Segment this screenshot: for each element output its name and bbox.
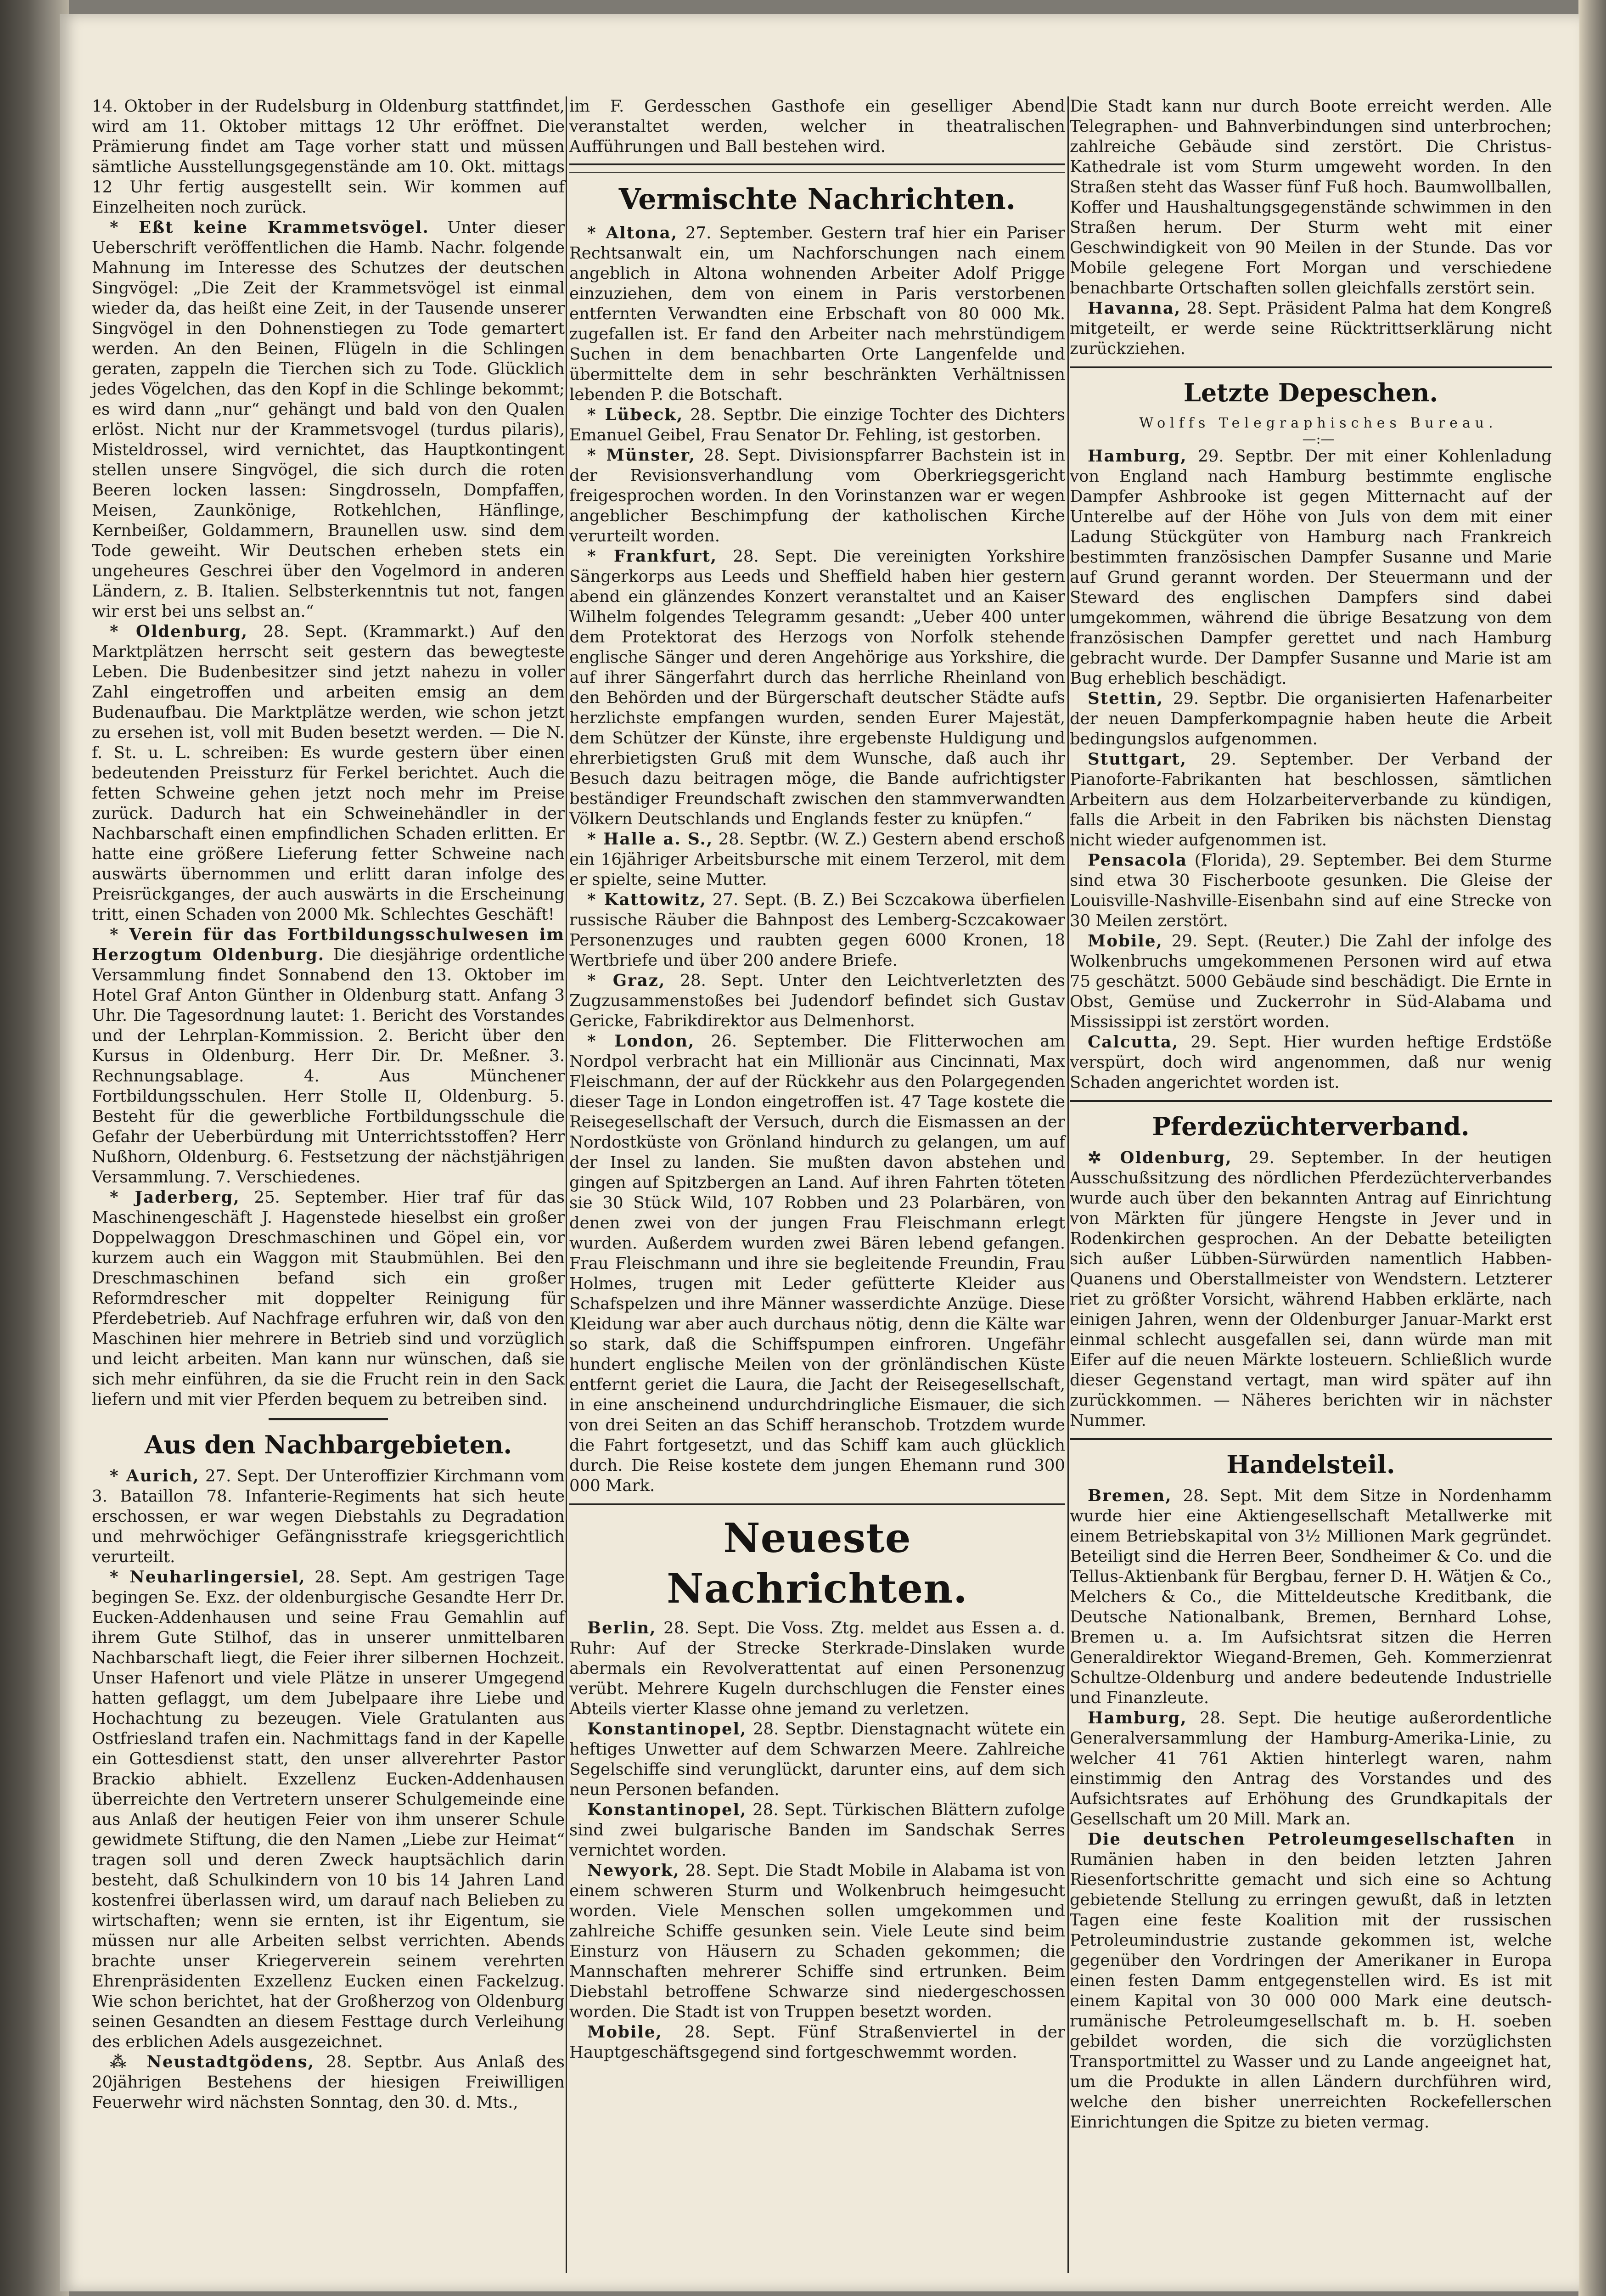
article bbox=[92, 1567, 565, 2052]
section-divider bbox=[1070, 1438, 1552, 1440]
article-dateline: * Münster, bbox=[587, 446, 696, 465]
section-divider bbox=[569, 163, 1065, 173]
article bbox=[1070, 1032, 1552, 1093]
article-text: 27. Sept. (B. Z.) Bei Sczcakowa überfielen russische Räuber die Bahnpost des Lemberg-Sczcakowaer Personenzuges und raubten gegen 6000 Kronen, 18 Wertbriefe und über 200 andere Briefe. bbox=[569, 890, 1065, 970]
section-divider bbox=[269, 1418, 388, 1420]
article-text: 28. Sept. Die Voss. Ztg. meldet aus Essen a. d. Ruhr: Auf der Strecke Sterkrade-Dinslaken wurde abermals ein Revolverattentat auf einen Personenzug verübt. Mehrere Kugeln durchschlugen die Fenster eines Abteils vierter Klasse ohne jemand zu verletzen. bbox=[569, 1619, 1065, 1718]
article-dateline: * Altona, bbox=[587, 224, 678, 242]
article-dateline: Berlin, bbox=[587, 1619, 657, 1638]
article bbox=[1070, 1148, 1552, 1431]
article-text: 28. Sept. Präsident Palma hat dem Kongreß mitgeteilt, er werde seine Rücktrittserklärung nicht zurückziehen. bbox=[1070, 299, 1552, 358]
article bbox=[569, 1861, 1065, 2022]
article-text: 29. September. Der Verband der Pianoforte-Fabrikanten hat beschlossen, sämtlichen Arbeitern aus dem Holzarbeiterverbande zu kündigen, falls die Arbeit in den Fabriken bis nächsten Dienstag nicht wieder aufgenommen ist. bbox=[1070, 750, 1552, 850]
article bbox=[569, 546, 1065, 829]
article-dateline: * Oldenburg, bbox=[110, 622, 248, 641]
article-dateline: Stettin, bbox=[1088, 689, 1164, 708]
article-text: in Rumänien haben in den beiden letzten Jahren Riesenfortschritte gemacht und sich eine so Achtung gebietende Stellung zu erringen gewußt, daß in letzten Tagen eine feste Koalition mit der russischen Petroleumindustrie zustande gekommen ist, welche gegenüber den Vordringen der Amerikaner in Europa einen festen Damm entgegenstellen wird. Es ist mit einem Kapital von 30 000 000 Mark eine deutsch-rumänische Petroleumgesellschaft m. b. H. soeben gebildet worden, die sich die vorzüglichsten Transportmittel zu Wasser und zu Lande angeeignet hat, um die Produkte in allen Ländern durchführen wird, welche den bisher unerreichten Rockefellerschen Einrichtungen die Spitze zu bieten vermag. bbox=[1070, 1830, 1552, 2132]
article-dateline: Newyork, bbox=[587, 1861, 680, 1880]
article-text: 25. September. Hier traf für das Maschinengeschäft J. Hagenstede hieselbst ein großer Doppelwaggon Dreschmaschinen und Göpel ein, vor kurzem auch ein Waggon mit Staubmühlen. Bei den Dreschmaschinen befand sich ein großer Reformdrescher mit doppelter Reinigung für Pferdebetrieb. Auf Nachfrage erfuhren wir, daß von den Maschinen hier mehrere in Betrieb sind und vorzüglich und leicht arbeiten. Man kann nur wünschen, daß sie sich mehr einführen, da sie die Frucht rein in den Sack liefern und mit vier Pferden bequem zu betreiben sind. bbox=[92, 1188, 565, 1409]
column-middle bbox=[569, 96, 1065, 2063]
article-text: 27. Sept. Der Unteroffizier Kirchmann vom 3. Bataillon 78. Infanterie-Regiments hat sich heute erschossen, er war wegen Diebstahls zu Degradation und mehrwöchiger Gefängnisstrafe kriegsgerichtlich verurteilt. bbox=[92, 1467, 565, 1566]
article-text: 28. Sept. Die vereinigten Yorkshire Sängerkorps aus Leeds und Sheffield haben hier gestern abend ein glänzendes Konzert veranstaltet und an Kaiser Wilhelm folgendes Telegramm gesandt: „Ueber 400 unter dem Protektorat des Herzogs von Norfolk stehende englische Sänger und deren Angehörige aus Yorkshire, die auf ihrer Sängerfahrt durch das herrliche Rheinland von den Behörden und der Bürgerschaft deutscher Städte aufs herzlichste empfangen wurden, senden Eurer Majestät, dem Schützer der Künste, ihre ergebenste Huldigung und ehrerbietigsten Gruß mit dem Wunsche, daß auch ihr Besuch dazu beitragen möge, die Bande aufrichtigster beständiger Freundschaft zwischen den stammverwandten Völkern Deutschlands und Englands fester zu knüpfen.“ bbox=[569, 547, 1065, 828]
section-heading: Pferdezüchterverband. bbox=[1152, 1112, 1470, 1141]
article-text: 28. Sept. Fünf Straßenviertel in der Hauptgeschäftsgegend sind fortgeschwemmt worden. bbox=[569, 2023, 1065, 2062]
article-text: 29. Septbr. Der mit einer Kohlenladung von England nach Hamburg bestimmte englische Dampfer Ashbrooke ist gegen Mitternacht auf der Unterelbe auf der Höhe von Juls von dem mit einer Ladung Stückgüter von Hamburg nach Frankreich bestimmten französischen Dampfer Susanne und Marie auf Grund gerannt worden. Der Steuermann und der Steward des englischen Dampfers sind dabei umgekommen, während die übrige Besatzung von dem französischen Dampfer gerettet und nach Hamburg gebracht wurde. Der Dampfer Susanne und Marie ist am Bug erheblich beschädigt. bbox=[1070, 447, 1552, 688]
article-dateline: Konstantinopel, bbox=[587, 1801, 747, 1819]
article bbox=[1070, 689, 1552, 749]
article-dateline: * Neuharlingersiel, bbox=[110, 1568, 306, 1587]
article-text: 29. Septbr. Die organisierten Hafenarbeiter der neuen Dampferkompagnie haben heute die Arbeit bedingungslos aufgenommen. bbox=[1070, 689, 1552, 748]
section-heading: Aus den Nachbargebieten. bbox=[144, 1430, 512, 1459]
article-text: 28. Sept. Türkischen Blättern zufolge sind zwei bulgarische Banden im Sandschak Serres vernichtet worden. bbox=[569, 1801, 1065, 1860]
article-text: 28. Sept. Die heutige außerordentliche Generalversammlung der Hamburg-Amerika-Linie, zu welcher 41 761 Aktien hinterlegt waren, nahm einstimmig den Antrag des Vorstandes und des Aufsichtsrates auf Erhöhung des Grundkapitals der Gesellschaft um 20 Mill. Mark an. bbox=[1070, 1709, 1552, 1829]
article-dateline: ✲ Oldenburg, bbox=[1088, 1148, 1232, 1167]
article-dateline: * Graz, bbox=[587, 971, 666, 990]
article bbox=[1070, 931, 1552, 1032]
section-subheading: Wolffs Telegraphisches Bureau. bbox=[1139, 415, 1498, 431]
article bbox=[569, 890, 1065, 971]
article-text: 28. Sept. Unter den Leichtverletzten des Zugzusammenstoßes bei Judendorf befindet sich Gustav Gericke, Fabrikdirektor aus Delmenhorst. bbox=[569, 971, 1065, 1030]
section-subheading-ornament: —:— bbox=[1302, 431, 1335, 447]
article bbox=[1070, 1708, 1552, 1829]
article bbox=[1070, 1486, 1552, 1708]
column-rule bbox=[1067, 96, 1069, 2273]
article bbox=[569, 1800, 1065, 1861]
article-text: 28. Sept. (Krammarkt.) Auf den Marktplätzen herrscht seit gestern das bewegteste Leben. Die Budenbesitzer sind jetzt nahezu in voller Zahl eingetroffen und arbeiten emsig an dem Budenaufbau. Die Marktplätze werden, wie schon jetzt zu ersehen ist, voll mit Buden besetzt werden. — Die N. f. St. u. L. schreiben: Es wurde gestern über einen bedeutenden Preissturz für Ferkel berichtet. Auch die fetten Schweine gehen jetzt noch mehr im Preise zurück. Dadurch hat ein Schweinehändler in der Nachbarschaft einen empfindlichen Schaden erlitten. Er hatte eine größere Lieferung fetter Schweine nach auswärts übernommen und erlitt daran infolge des Preisrückganges, der auch auswärts in die Erscheinung tritt, einen Schaden von 2000 Mk. Schlechtes Geschäft! bbox=[92, 622, 565, 924]
article bbox=[569, 2022, 1065, 2063]
article-dateline: Konstantinopel, bbox=[587, 1720, 747, 1739]
article-text: Die diesjährige ordentliche Versammlung findet Sonnabend den 13. Oktober im Hotel Graf Anton Günther in Oldenburg statt. Anfang 3 Uhr. Die Tagesordnung lautet: 1. Bericht des Vorstandes und der Lehrplan-Kommission. 2. Bericht über den Kursus in Oldenburg. Herr Dir. Dr. Meßner. 3. Rechnungsablage. 4. Aus Münchener Fortbildungsschulen. Herr Stolle II, Oldenburg. 5. Besteht für die gewerbliche Fortbildungsschule die Gefahr der Ueberbürdung mit Unterrichtsstoffen? Herr Nußhorn, Oldenburg. 6. Festsetzung der nächstjährigen Versammlung. 7. Verschiedenes. bbox=[92, 945, 565, 1187]
section-divider bbox=[1070, 1100, 1552, 1102]
article-dateline: Stuttgart, bbox=[1088, 750, 1187, 769]
article-text: 28. Septbr. (W. Z.) Gestern abend erschoß ein 16jähriger Arbeitsbursche mit einem Terzerol, mit dem er spielte, seine Mutter. bbox=[569, 830, 1065, 889]
article-text: 27. September. Gestern traf hier ein Pariser Rechtsanwalt ein, um Nachforschungen nach einem angeblich in Altona wohnenden Arbeiter Adolf Prigge einzuziehen, dem von einem in Paris verstorbenen entfernten Verwandten eine Erbschaft von 80 000 Mk. zugefallen ist. Er fand den Arbeiter nach mehrstündigem Suchen in dem benachbarten Orte Langenfelde und übermittelte dem in sehr beschränkten Verhältnissen lebenden P. die Botschaft. bbox=[569, 224, 1065, 404]
article-dateline: * Lübeck, bbox=[587, 405, 684, 424]
article bbox=[92, 218, 565, 622]
article bbox=[1070, 1829, 1552, 2133]
article-text: 28. Septbr. Dienstagnacht wütete ein heftiges Unwetter auf dem Schwarzen Meere. Zahlreiche Segelschiffe sind verunglückt, darunter eins, auf dem sich neun Personen befanden. bbox=[569, 1720, 1065, 1799]
article-dateline: Bremen, bbox=[1088, 1486, 1172, 1505]
section-heading: Vermischte Nachrichten. bbox=[618, 182, 1016, 216]
article-dateline: * Jaderberg, bbox=[110, 1188, 240, 1207]
article bbox=[569, 1719, 1065, 1800]
section-heading: Handelsteil. bbox=[1226, 1450, 1395, 1479]
article-text: Unter dieser Ueberschrift veröffentlichen die Hamb. Nachr. folgende Mahnung im Interesse des Schutzes der deutschen Singvögel: „Die Zeit der Krammetsvögel ist einmal wieder da, das heißt eine Zeit, in der Tausende unserer Singvögel in den Dohnenstiegen zu Tode gemartert werden. An den Beinen, Flügeln in die Schlingen geraten, zappeln die Tierchen sich zu Tode. Glücklich jedes Vögelchen, das den Kopf in die Schlinge bekommt; es wird dann „nur“ gehängt und bald von den Qualen erlöst. Nicht nur der Krammetsvogel (turdus pilaris), Misteldrossel, wird vernichtet, das Hauptkontingent stellen unsere Singvögel, die sich durch die roten Beeren locken lassen: Singdrosseln, Dompfaffen, Meisen, Zaunkönige, Rotkehlchen, Hänflinge, Kernbeißer, Goldammern, Braunellen usw. sind dem Tode geweiht. Wir Deutschen erheben stets ein ungeheures Geschrei über den Vogelmord in anderen Ländern, z. B. Italien. Selbsterkenntnis tut not, fangen wir erst bei uns selbst an.“ bbox=[92, 218, 565, 621]
article-text: im F. Gerdesschen Gasthofe ein geselliger Abend veranstaltet werden, welcher in theatralischen Aufführungen und Ball bestehen wird. bbox=[569, 97, 1065, 156]
article bbox=[92, 925, 565, 1187]
article bbox=[92, 2052, 565, 2113]
article-dateline: Hamburg, bbox=[1088, 1709, 1187, 1728]
article bbox=[569, 223, 1065, 405]
article bbox=[92, 622, 565, 925]
section-heading: Letzte Depeschen. bbox=[1183, 378, 1438, 407]
column-left bbox=[92, 96, 565, 2113]
column-right bbox=[1070, 96, 1552, 2133]
book-binding bbox=[0, 0, 69, 2296]
article-dateline: * Verein für das Fortbildungsschulwesen im Herzogtum Oldenburg. bbox=[92, 925, 565, 964]
article-dateline: * Frankfurt, bbox=[587, 547, 718, 566]
article-text: 29. Sept. (Reuter.) Die Zahl der infolge des Wolkenbruchs umgekommenen Personen wird auf etwa 75 geschätzt. 5000 Gebäude sind beschädigt. Die Ernte in Obst, Gemüse und Zuckerrohr in Süd-Alabama und Mississippi ist zerstört worden. bbox=[1070, 932, 1552, 1031]
article-dateline: * Halle a. S., bbox=[587, 830, 713, 849]
article-dateline: Hamburg, bbox=[1088, 447, 1187, 466]
article-dateline: * Kattowitz, bbox=[587, 890, 707, 909]
section-divider bbox=[1070, 366, 1552, 368]
article-text: 29. Sept. Hier wurden heftige Erdstöße verspürt, doch wird angenommen, daß nur wenig Schaden angerichtet worden ist. bbox=[1070, 1033, 1552, 1092]
article bbox=[569, 445, 1065, 546]
article-text: Die Stadt kann nur durch Boote erreicht werden. Alle Telegraphen- und Bahnverbindungen sind unterbrochen; zahlreiche Gebäude sind zerstört. Die Christus-Kathedrale ist vom Sturm umgeweht worden. In den Straßen steht das Wasser fünf Fuß hoch. Baumwollballen, Koffer und Haushaltungsgegenstände schwimmen in den Straßen herum. Der Sturm weht mit einer Geschwindigkeit von 90 Meilen in der Stunde. Das vor Mobile gelegene Fort Morgan und verschiedene benachbarte Ortschaften sollen gleichfalls zerstört sein. bbox=[1070, 97, 1552, 298]
article bbox=[1070, 298, 1552, 359]
article-dateline: Havanna, bbox=[1088, 299, 1181, 318]
article bbox=[1070, 446, 1552, 689]
article-dateline: * London, bbox=[587, 1032, 695, 1051]
article bbox=[569, 1031, 1065, 1496]
article-text: 28. Sept. Divisionspfarrer Bachstein ist in der Revisionsverhandlung vom Oberkriegsgericht freigesprochen worden. In den Vorinstanzen war er wegen angeblicher Beschimpfung der katholischen Kirche verurteilt worden. bbox=[569, 446, 1065, 546]
column-rule bbox=[566, 96, 567, 2273]
article-text: (Florida), 29. September. Bei dem Sturme sind etwa 30 Fischerboote gesunken. Die Gleise der Louisville-Nashville-Eisenbahn sind auf eine Strecke von 30 Meilen zerstört. bbox=[1070, 851, 1552, 930]
article-dateline: Pensacola bbox=[1088, 851, 1187, 870]
article-dateline: Calcutta, bbox=[1088, 1033, 1179, 1052]
page-edge bbox=[1578, 0, 1606, 2296]
article bbox=[569, 971, 1065, 1031]
article-text: 28. Septbr. Aus Anlaß des 20jährigen Bestehens der hiesigen Freiwilligen Feuerwehr wird nächsten Sonntag, den 30. d. Mts., bbox=[92, 2053, 565, 2112]
article-dateline: ⁂ Neustadtgödens, bbox=[110, 2053, 314, 2071]
section-heading: Neueste Nachrichten. bbox=[667, 1514, 968, 1612]
article bbox=[92, 1187, 565, 1410]
section-divider bbox=[569, 1503, 1065, 1505]
article-text: 26. September. Die Flitterwochen am Nordpol verbracht hat ein Millionär aus Cincinnati, Max Fleischmann, der auf der Rückkehr aus den Polargegenden dieser Tage in London eingetroffen ist. 47 Tage kostete die Reisegesellschaft der Versuch, durch die Eismassen an der Nordostküste von Grönland hindurch zu gelangen, um auf der Insel zu landen. Sie mußten davon abstehen und gingen auf Spitzbergen an Land. Auf ihren Fahrten töteten sie 30 Stück Wild, 107 Robben und 23 Polarbären, von denen zwei von der jungen Frau Fleischmann erlegt wurden. Außerdem wurden zwei Bären lebend gefangen. Frau Fleischmann und ihre sie begleitende Freundin, Frau Holmes, trugen mit Leder gefütterte Kleider aus Schafspelzen und ihre Männer wasserdichte Anzüge. Diese Kleidung war aber auch durchaus nötig, denn die Kälte war so stark, daß die Schiffspumpen einfroren. Ungefähr hundert englische Meilen von der grönländischen Küste entfernt geriet die Laura, die Jacht der Reisegesellschaft, in eine anscheinend undurchdringliche Eismauer, die sich von drei Seiten an das Schiff heranschob. Trotzdem wurde die Fahrt fortgesetzt, und das Schiff kam auch glücklich durch. Die Reise kostete dem jungen Ehemann rund 300 000 Mark. bbox=[569, 1032, 1066, 1495]
article-dateline: Mobile, bbox=[587, 2023, 663, 2042]
article bbox=[569, 405, 1065, 445]
article-text: 28. Septbr. Die einzige Tochter des Dichters Emanuel Geibel, Frau Senator Dr. Fehling, ist gestorben. bbox=[569, 405, 1065, 445]
article-text: 14. Oktober in der Rudelsburg in Oldenburg stattfindet, wird am 11. Oktober mittags 12 Uhr eröffnet. Die Prämierung findet am Tage vorher statt und müssen sämtliche Ausstellungsgegenstände am 10. Okt. mittags 12 Uhr fertig ausgestellt sein. Wir kommen auf Einzelheiten noch zurück. bbox=[92, 97, 565, 217]
article-text: 28. Sept. Die Stadt Mobile in Alabama ist von einem schweren Sturm und Wolkenbruch heimgesucht worden. Viele Menschen sollen umgekommen und zahlreiche Schiffe gesunken sein. Viele Leute sind beim Einsturz von Häusern zu Schaden gekommen; die Mannschaften mehrerer Schiffe sind ertrunken. Beim Diebstahl betroffene Schwarze sind niedergeschossen worden. Die Stadt ist von Truppen besetzt worden. bbox=[569, 1861, 1065, 2021]
article-dateline: Mobile, bbox=[1088, 932, 1163, 951]
article bbox=[1070, 749, 1552, 850]
article bbox=[92, 1466, 565, 1567]
article-text: 28. Sept. Mit dem Sitze in Nordenhamm wurde hier eine Aktiengesellschaft Metallwerke mit einem Betriebskapital von 3½ Millionen Mark gegründet. Beteiligt sind die Herren Beer, Sondheimer & Co. und die Tellus-Aktienbank für Bergbau, ferner D. H. Wätjen & Co., Melchers & Co., die Mitteldeutsche Kreditbank, die Deutsche Nationalbank, Bremen, Bernhard Lohse, Bremen u. a. Im Aufsichtsrat sitzen die Herren Generaldirektor Wiegand-Bremen, Geh. Kommerzienrat Schultze-Oldenburg und andere bedeutende Industrielle und Finanzleute. bbox=[1070, 1486, 1552, 1707]
article-text: 28. Sept. Am gestrigen Tage begingen Se. Exz. der oldenburgische Gesandte Herr Dr. Eucken-Addenhausen und seine Frau Gemahlin auf ihrem Gute Stilhof, das in unserer unmittelbaren Nachbarschaft liegt, die Feier ihrer silbernen Hochzeit. Unser Hafenort und viele Plätze in unserer Umgegend hatten geflaggt, um dem Jubelpaare ihre Liebe und Hochachtung zu bezeugen. Viele Gratulanten aus Ostfriesland trafen ein. Nachmittags fand in der Kapelle ein Gottesdienst statt, den unser allverehrter Pastor Brackio abhielt. Exzellenz Eucken-Addenhausen überreichte den Vertretern unserer Schulgemeinde eine aus Anlaß der heutigen Feier von ihm unserer Schule gewidmete Stiftung, die den Namen „Liebe zur Heimat“ tragen soll und deren Zweck hauptsächlich darin besteht, daß Schulkindern von 10 bis 14 Jahren Land kostenfrei überlassen wird, um darauf nach Belieben zu wirtschaften; wenn sie ernten, ist ihr Eigentum, sie müssen nur alle Arbeiten selbst verrichten. Abends brachte unser Kriegerverein seinem verehrten Ehrenpräsidenten Exzellenz Eucken einen Fackelzug. Wie schon berichtet, hat der Großherzog von Oldenburg seinen Gesandten an diesem Festtage durch Verleihung des erblichen Adels ausgezeichnet. bbox=[92, 1568, 565, 2051]
article bbox=[1070, 850, 1552, 931]
article bbox=[569, 829, 1065, 890]
article-dateline: * Eßt keine Krammetsvögel. bbox=[110, 218, 429, 237]
article-text: 29. September. In der heutigen Ausschußsitzung des nördlichen Pferdezüchterverbandes wurde auch über den bekannten Antrag auf Einrichtung von Märkten für jüngere Hengste in Jever und in Rodenkirchen gesprochen. An der Debatte beteiligten sich außer Lübben-Sürwürden namentlich Habben-Quanens und Oberstallmeister von Wendstern. Letzterer riet zu größter Vorsicht, während Habben erklärte, nach einigen Jahren, wenn der Oldenburger Januar-Markt erst einmal schlecht ausgefallen sei, dann würde man mit Eifer auf die neuen Märkte losteuern. Schließlich wurde dieser Gegenstand vertagt, man wird später auf ihn zurückkommen. — Näheres berichten wir in nächster Nummer. bbox=[1070, 1148, 1552, 1430]
article-dateline: * Aurich, bbox=[110, 1467, 200, 1486]
article-dateline: Die deutschen Petroleumgesellschaften bbox=[1088, 1830, 1516, 1849]
article bbox=[569, 1618, 1065, 1719]
